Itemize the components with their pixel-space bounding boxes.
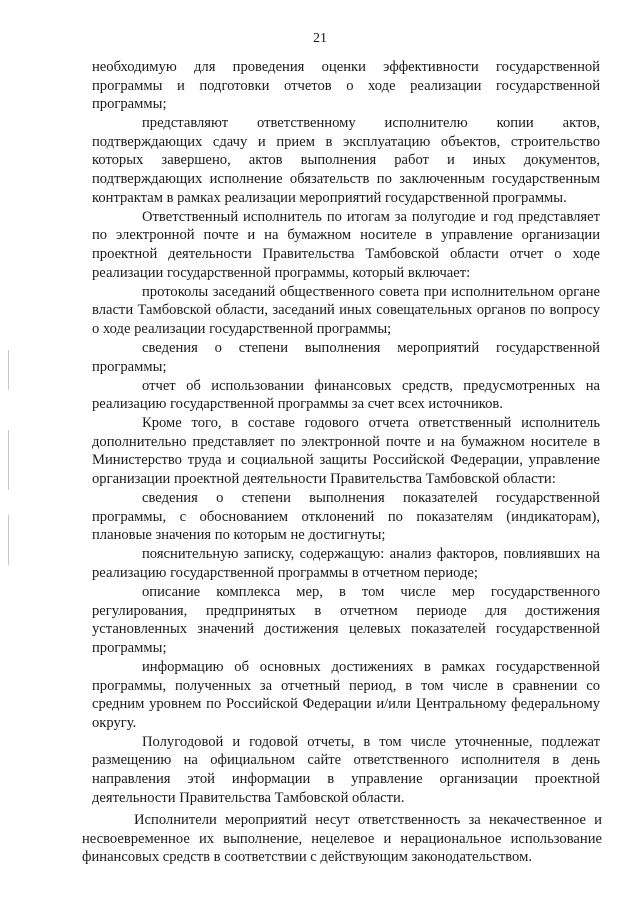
page-number: 21: [313, 31, 327, 46]
paragraph: Ответственный исполнитель по итогам за полугодие и год представляет по электронной почте и на бумажном носителе в управление организации проектной деятельности Правительства Тамбовской области отчет о ходе реализации государственной программы, который включает:: [92, 208, 600, 281]
paragraph: сведения о степени выполнения показателей государственной программы, с обоснованием отклонений по показателям (индикаторам), плановые значения по которым не достигнуты;: [92, 490, 600, 544]
paragraph: необходимую для проведения оценки эффективности государственной программы и подготовки отчетов о ходе реализации государственной программы;: [92, 59, 600, 113]
margin-scan-mark: [8, 515, 9, 565]
paragraph: Полугодовой и годовой отчеты, в том числе уточненные, подлежат размещению на официальном сайте ответственного исполнителя в день направления этой информации в управление организации проектной деятельности Правительства Тамбовской области.: [92, 733, 600, 806]
paragraph: отчет об использовании финансовых средств, предусмотренных на реализацию государственной программы за счет всех источников.: [92, 377, 600, 413]
margin-scan-mark: [8, 430, 9, 490]
paragraph: представляют ответственному исполнителю копии актов, подтверждающих сдачу и прием в эксплуатацию объектов, строительство которых завершено, актов выполнения работ и иных документов, подтверждающих исполнение обязательств по заключенным государственным контрактам в рамках реализации мероприятий государственной программы.: [92, 115, 600, 206]
document-body: [82, 58, 602, 868]
paragraph: описание комплекса мер, в том числе мер государственного регулирования, предпринятых в отчетном периоде для достижения установленных значений достижения целевых показателей государственной программы;: [92, 584, 600, 656]
paragraph: сведения о степени выполнения мероприятий государственной программы;: [92, 339, 600, 375]
paragraph: информацию об основных достижениях в рамках государственной программы, полученных за отчетный период, в том числе в сравнении со средним уровнем по Российской Федерации и/или Центральному федеральному округу.: [92, 659, 600, 731]
paragraph: пояснительную записку, содержащую: анализ факторов, повлиявших на реализацию государственной программы в отчетном периоде;: [92, 546, 600, 582]
paragraph: Кроме того, в составе годового отчета ответственный исполнитель дополнительно представляет по электронной почте и на бумажном носителе в Министерство труда и социальной защиты Российской Федерации, управление организации проектной деятельности Правительства Тамбовской области:: [92, 415, 600, 488]
paragraph: Исполнители мероприятий несут ответственность за некачественное и несвоевременное их выполнение, нецелевое и нерациональное использование финансовых средств в соответствии с действующим законодательством.: [82, 812, 602, 866]
margin-scan-mark: [8, 350, 9, 390]
paragraph: протоколы заседаний общественного совета при исполнительном органе власти Тамбовской области, заседаний иных совещательных органов по вопросу о ходе реализации государственной программы;: [92, 283, 600, 337]
